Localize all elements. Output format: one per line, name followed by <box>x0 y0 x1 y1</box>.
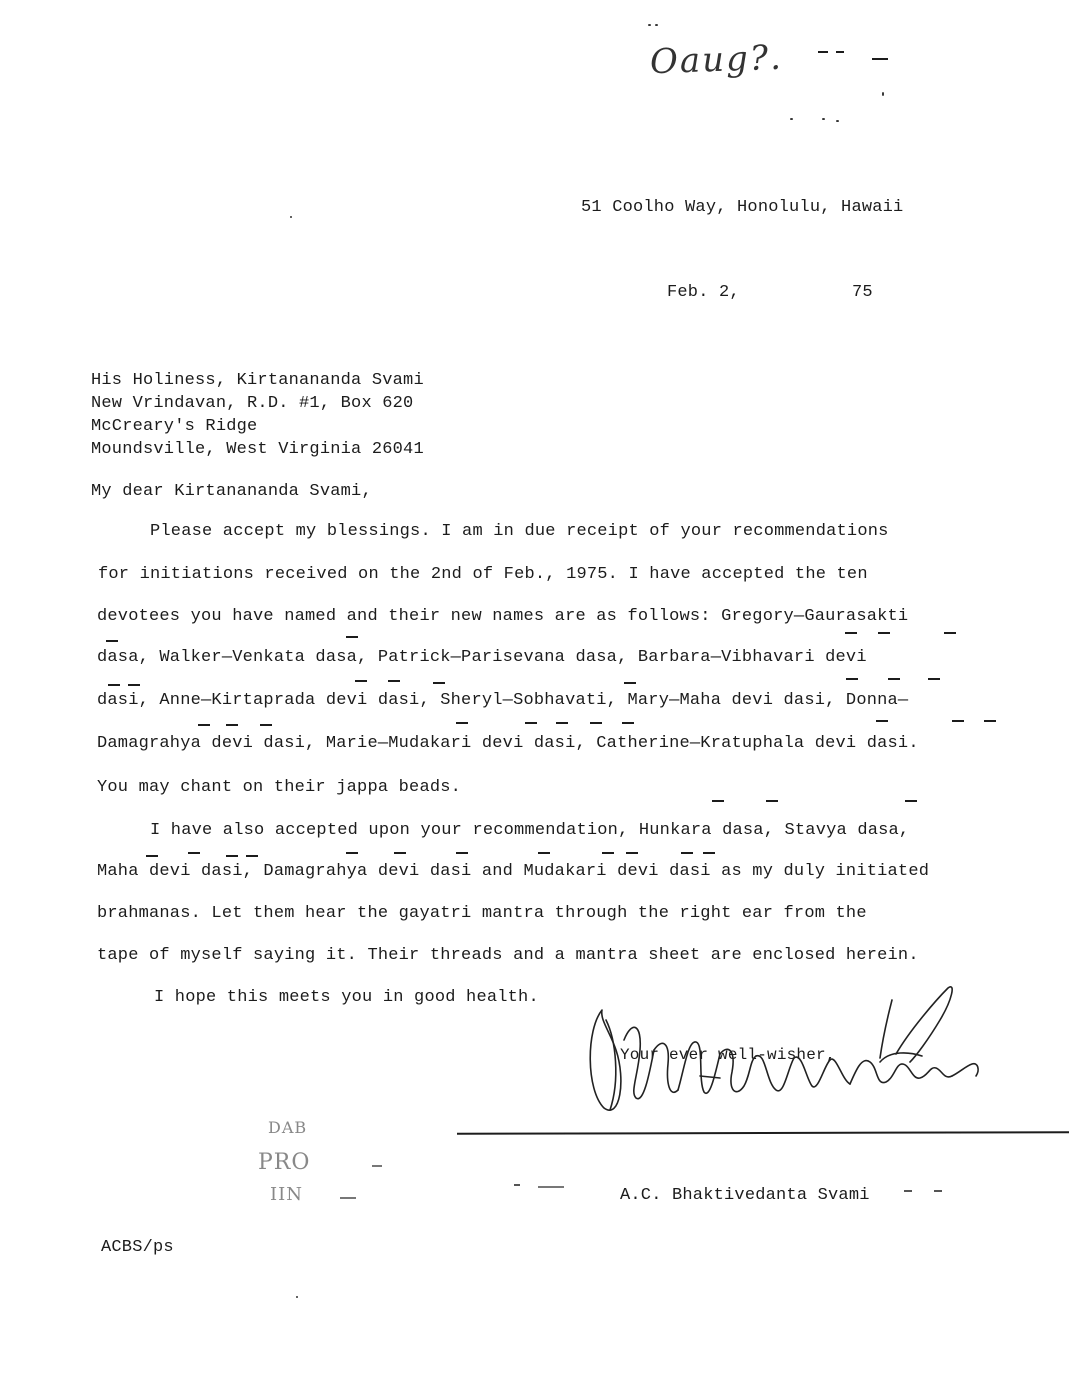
signature-rule <box>457 1131 1069 1135</box>
paragraph-line: Damagrahya devi dasi, Marie—Mudakari devi dasi, Catherine—Kratuphala devi dasi. <box>97 734 919 753</box>
diacritic-mark <box>944 632 956 634</box>
recipient-line: McCreary's Ridge <box>91 417 258 436</box>
paragraph-line: dasa, Walker—Venkata dasa, Patrick—Parisevana dasa, Barbara—Vibhavari devi <box>97 648 867 667</box>
sender-address: 51 Coolho Way, Honolulu, Hawaii <box>581 198 904 217</box>
signature-name: A.C. Bhaktivedanta Svami <box>620 1186 870 1205</box>
diacritic-mark <box>246 855 258 857</box>
speck <box>836 120 839 122</box>
diacritic-mark <box>538 852 550 854</box>
diacritic-mark <box>712 800 724 802</box>
diacritic-mark <box>106 640 118 642</box>
diacritic-mark <box>456 722 468 724</box>
valediction: Your ever well-wisher, <box>620 1046 836 1064</box>
diacritic-mark <box>845 632 857 634</box>
date-month-day: Feb. 2, <box>667 283 740 302</box>
header-handwritten-mark: Oaug?. <box>649 37 784 83</box>
diacritic-mark <box>905 800 917 802</box>
paragraph-line: dasi, Anne—Kirtaprada devi dasi, Sheryl—Sobhavati, Mary—Maha devi dasi, Donna— <box>97 691 909 710</box>
diacritic-mark <box>928 678 940 680</box>
handwritten-signature <box>580 980 1000 1130</box>
salutation: My dear Kirtanananda Svami, <box>91 482 372 501</box>
diacritic-mark <box>766 800 778 802</box>
speck <box>790 118 793 120</box>
stamp-line: PRO <box>258 1150 311 1175</box>
diacritic-mark <box>388 680 400 682</box>
paragraph-line: I have also accepted upon your recommendation, Hunkara dasa, Stavya dasa, <box>150 821 910 840</box>
diacritic-mark <box>622 722 634 724</box>
stamp-stroke <box>372 1165 382 1167</box>
header-mark-stroke <box>836 51 844 53</box>
speck <box>882 92 884 96</box>
speck <box>290 216 292 218</box>
diacritic-mark <box>260 724 272 726</box>
diacritic-mark <box>355 680 367 682</box>
diacritic-mark <box>108 684 120 686</box>
speck <box>648 24 651 26</box>
paragraph-line: for initiations received on the 2nd of Feb., 1975. I have accepted the ten <box>98 565 868 584</box>
diacritic-mark <box>346 852 358 854</box>
closing-line: I hope this meets you in good health. <box>154 988 539 1007</box>
diacritic-mark <box>984 720 996 722</box>
diacritic-mark <box>626 852 638 854</box>
header-mark-stroke <box>818 51 828 53</box>
faint-mark <box>514 1184 520 1186</box>
diacritic-mark <box>128 684 140 686</box>
header-mark-stroke <box>872 58 888 60</box>
speck <box>822 118 825 120</box>
faint-mark <box>904 1190 912 1192</box>
diacritic-mark <box>952 720 964 722</box>
diacritic-mark <box>188 852 200 854</box>
diacritic-mark <box>346 636 358 638</box>
paragraph-line: tape of myself saying it. Their threads and a mantra sheet are enclosed herein. <box>97 946 919 965</box>
diacritic-mark <box>226 724 238 726</box>
diacritic-mark <box>146 855 158 857</box>
speck <box>296 1296 298 1298</box>
faint-mark <box>538 1186 564 1188</box>
diacritic-mark <box>876 720 888 722</box>
stamp-stroke <box>340 1197 356 1199</box>
date-year: 75 <box>852 283 873 302</box>
diacritic-mark <box>226 855 238 857</box>
recipient-line: New Vrindavan, R.D. #1, Box 620 <box>91 394 414 413</box>
paragraph-line: Please accept my blessings. I am in due receipt of your recommendations <box>150 522 889 541</box>
diacritic-mark <box>590 722 602 724</box>
diacritic-mark <box>394 852 406 854</box>
stamp-line: IIN <box>270 1184 303 1205</box>
diacritic-mark <box>703 852 715 854</box>
diacritic-mark <box>878 632 890 634</box>
paragraph-line: Maha devi dasi, Damagrahya devi dasi and Mudakari devi dasi as my duly initiated <box>97 862 930 881</box>
paragraph-line: You may chant on their jappa beads. <box>97 778 462 797</box>
diacritic-mark <box>456 852 468 854</box>
typist-initials: ACBS/ps <box>101 1238 174 1257</box>
faint-mark <box>934 1190 942 1192</box>
recipient-line: Moundsville, West Virginia 26041 <box>91 440 424 459</box>
stamp-line: DAB <box>268 1118 308 1137</box>
diacritic-mark <box>602 852 614 854</box>
diacritic-mark <box>846 678 858 680</box>
diacritic-mark <box>888 678 900 680</box>
diacritic-mark <box>433 682 445 684</box>
diacritic-mark <box>556 722 568 724</box>
paragraph-line: brahmanas. Let them hear the gayatri mantra through the right ear from the <box>97 904 867 923</box>
diacritic-mark <box>198 724 210 726</box>
recipient-line: His Holiness, Kirtanananda Svami <box>91 371 424 390</box>
paragraph-line: devotees you have named and their new names are as follows: Gregory—Gaurasakti <box>97 607 909 626</box>
diacritic-mark <box>525 722 537 724</box>
diacritic-mark <box>624 682 636 684</box>
speck <box>655 24 658 26</box>
diacritic-mark <box>681 852 693 854</box>
